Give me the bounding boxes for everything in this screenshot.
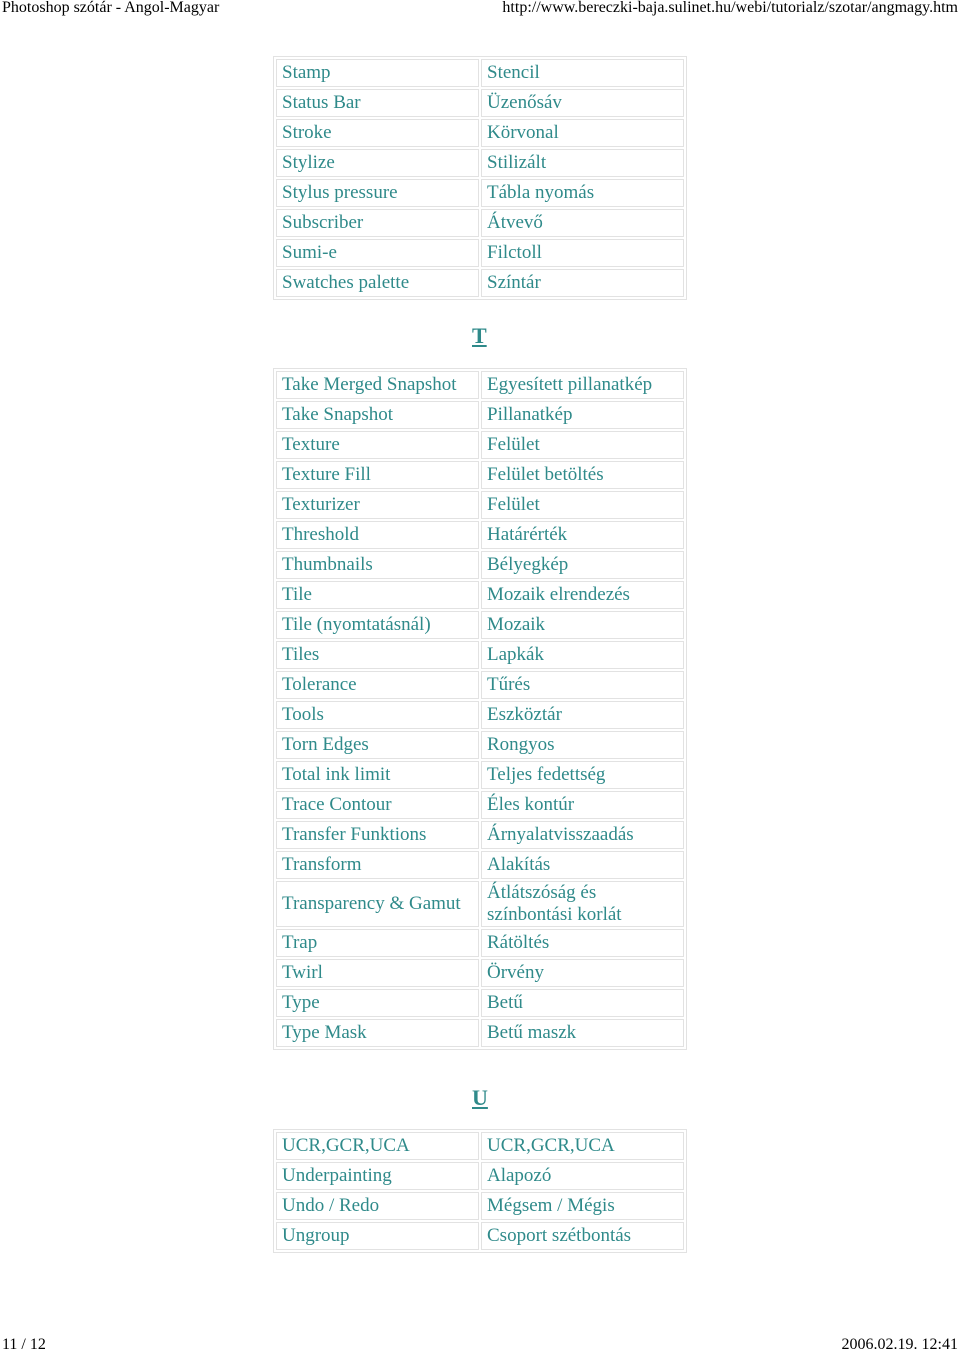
dictionary-row <box>276 581 684 609</box>
hungarian-term: Tábla nyomás <box>481 179 684 207</box>
hungarian-term: Betű maszk <box>481 1019 684 1047</box>
dictionary-table-s <box>273 56 687 300</box>
english-term: Tile <box>276 581 479 609</box>
hungarian-term: Körvonal <box>481 119 684 147</box>
english-term: Texture Fill <box>276 461 479 489</box>
english-term: Tile (nyomtatásnál) <box>276 611 479 639</box>
dictionary-row <box>276 989 684 1017</box>
dictionary-row <box>276 701 684 729</box>
hungarian-term: Pillanatkép <box>481 401 684 429</box>
dictionary-row <box>276 611 684 639</box>
english-term: Texturizer <box>276 491 479 519</box>
dictionary-row <box>276 209 684 237</box>
english-term: Transform <box>276 851 479 879</box>
dictionary-row <box>276 821 684 849</box>
dictionary-row <box>276 461 684 489</box>
dictionary-row <box>276 1162 684 1190</box>
section-letter-u: U <box>472 1085 488 1110</box>
english-term: Thumbnails <box>276 551 479 579</box>
document-title: Photoshop szótár - Angol-Magyar <box>2 0 220 16</box>
hungarian-term: Rongyos <box>481 731 684 759</box>
hungarian-term: Csoport szétbontás <box>481 1222 684 1250</box>
english-term: Type Mask <box>276 1019 479 1047</box>
hungarian-term: Rátöltés <box>481 929 684 957</box>
print-datetime: 2006.02.19. 12:41 <box>841 1336 958 1353</box>
hungarian-term: Átlátszóság és színbontási korlát <box>481 881 684 927</box>
dictionary-row <box>276 89 684 117</box>
english-term: Transfer Funktions <box>276 821 479 849</box>
english-term: Trace Contour <box>276 791 479 819</box>
english-term: Stamp <box>276 59 479 87</box>
english-term: Tools <box>276 701 479 729</box>
hungarian-term: Filctoll <box>481 239 684 267</box>
hungarian-term: Mégsem / Mégis <box>481 1192 684 1220</box>
section-letter-t: T <box>472 323 487 348</box>
dictionary-row <box>276 929 684 957</box>
english-term: Stylize <box>276 149 479 177</box>
dictionary-row <box>276 1192 684 1220</box>
dictionary-row <box>276 371 684 399</box>
dictionary-row <box>276 551 684 579</box>
dictionary-table-u <box>273 1129 687 1253</box>
page-number: 11 / 12 <box>2 1336 46 1353</box>
hungarian-term: Stencil <box>481 59 684 87</box>
document-url: http://www.bereczki-baja.sulinet.hu/webi/tutorialz/szotar/angmagy.htm <box>502 0 958 16</box>
dictionary-row <box>276 401 684 429</box>
dictionary-row <box>276 791 684 819</box>
hungarian-term: Eszköztár <box>481 701 684 729</box>
dictionary-row <box>276 491 684 519</box>
english-term: UCR,GCR,UCA <box>276 1132 479 1160</box>
english-term: Sumi-e <box>276 239 479 267</box>
dictionary-row <box>276 1019 684 1047</box>
english-term: Stroke <box>276 119 479 147</box>
english-term: Trap <box>276 929 479 957</box>
dictionary-row <box>276 119 684 147</box>
english-term: Tiles <box>276 641 479 669</box>
english-term: Total ink limit <box>276 761 479 789</box>
hungarian-term: UCR,GCR,UCA <box>481 1132 684 1160</box>
dictionary-row <box>276 239 684 267</box>
hungarian-term: Alakítás <box>481 851 684 879</box>
english-term: Underpainting <box>276 1162 479 1190</box>
english-term: Subscriber <box>276 209 479 237</box>
english-term: Tolerance <box>276 671 479 699</box>
english-term: Stylus pressure <box>276 179 479 207</box>
hungarian-term: Felület <box>481 431 684 459</box>
hungarian-term: Színtár <box>481 269 684 297</box>
hungarian-term: Éles kontúr <box>481 791 684 819</box>
english-term: Threshold <box>276 521 479 549</box>
dictionary-row <box>276 269 684 297</box>
hungarian-term: Felület betöltés <box>481 461 684 489</box>
hungarian-term: Mozaik <box>481 611 684 639</box>
dictionary-row <box>276 671 684 699</box>
english-term: Swatches palette <box>276 269 479 297</box>
hungarian-term: Betű <box>481 989 684 1017</box>
dictionary-row <box>276 731 684 759</box>
hungarian-term: Lapkák <box>481 641 684 669</box>
english-term: Transparency & Gamut <box>276 881 479 927</box>
dictionary-row <box>276 521 684 549</box>
dictionary-row <box>276 179 684 207</box>
hungarian-term: Stilizált <box>481 149 684 177</box>
hungarian-term: Bélyegkép <box>481 551 684 579</box>
english-term: Texture <box>276 431 479 459</box>
dictionary-row <box>276 641 684 669</box>
hungarian-term: Üzenősáv <box>481 89 684 117</box>
hungarian-term: Egyesített pillanatkép <box>481 371 684 399</box>
dictionary-row <box>276 149 684 177</box>
english-term: Undo / Redo <box>276 1192 479 1220</box>
dictionary-table-t <box>273 368 687 1050</box>
dictionary-row <box>276 881 684 927</box>
hungarian-term: Alapozó <box>481 1162 684 1190</box>
dictionary-row <box>276 59 684 87</box>
dictionary-row <box>276 959 684 987</box>
hungarian-term: Teljes fedettség <box>481 761 684 789</box>
hungarian-term: Árnyalatvisszaadás <box>481 821 684 849</box>
english-term: Status Bar <box>276 89 479 117</box>
english-term: Take Merged Snapshot <box>276 371 479 399</box>
english-term: Ungroup <box>276 1222 479 1250</box>
english-term: Torn Edges <box>276 731 479 759</box>
english-term: Take Snapshot <box>276 401 479 429</box>
dictionary-row <box>276 1222 684 1250</box>
hungarian-term: Örvény <box>481 959 684 987</box>
hungarian-term: Átvevő <box>481 209 684 237</box>
hungarian-term: Mozaik elrendezés <box>481 581 684 609</box>
dictionary-row <box>276 1132 684 1160</box>
dictionary-row <box>276 851 684 879</box>
english-term: Twirl <box>276 959 479 987</box>
dictionary-row <box>276 761 684 789</box>
hungarian-term: Felület <box>481 491 684 519</box>
english-term: Type <box>276 989 479 1017</box>
hungarian-term: Tűrés <box>481 671 684 699</box>
dictionary-row <box>276 431 684 459</box>
hungarian-term: Határérték <box>481 521 684 549</box>
